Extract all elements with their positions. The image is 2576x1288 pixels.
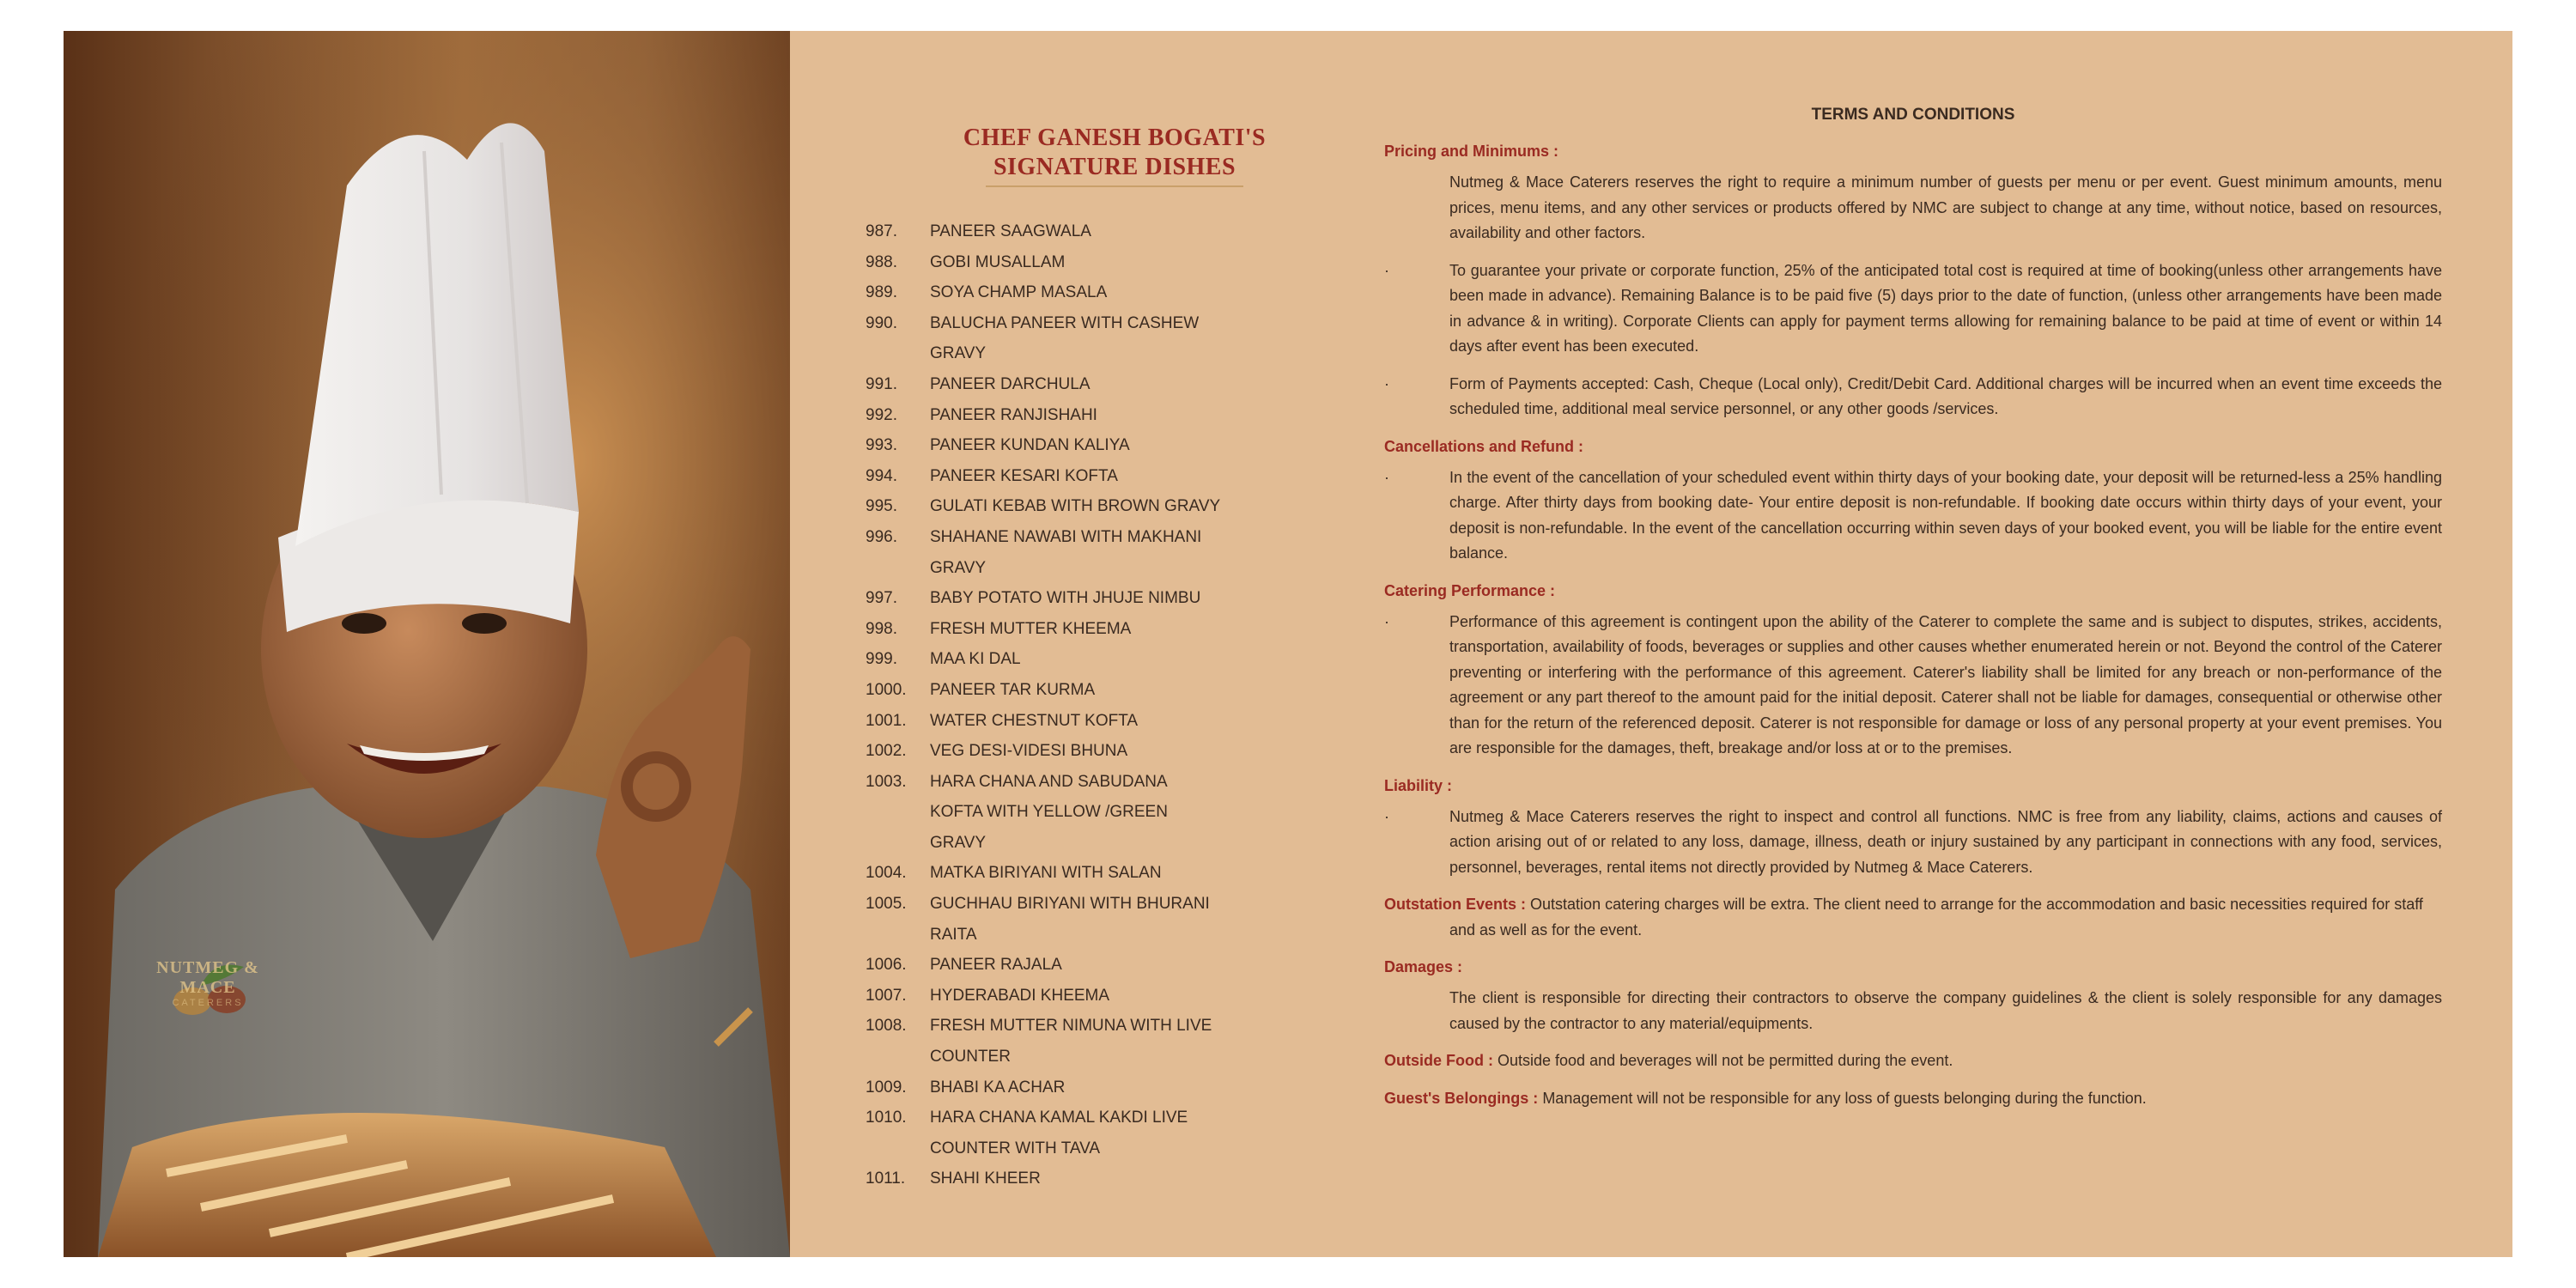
liability-heading: Liability :	[1384, 776, 1453, 794]
dish-name: MAA KI DAL	[930, 650, 1021, 669]
dish-item	[866, 308, 1415, 369]
dish-number: 987.	[866, 222, 897, 240]
outside-food-text: Outside food and beverages will not be permitted during the event.	[1498, 1052, 1953, 1069]
dish-number: 990.	[866, 313, 897, 332]
dish-name: BHABI KA ACHAR	[930, 1078, 1066, 1097]
dish-item	[866, 430, 1415, 461]
dish-number: 1007.	[866, 986, 907, 1005]
dish-number: 991.	[866, 374, 897, 393]
dish-number: 1002.	[866, 742, 907, 761]
dish-item	[866, 522, 1415, 583]
belongings-section	[1384, 1086, 2442, 1112]
dish-name: PANEER KUNDAN KALIYA	[930, 436, 1130, 455]
dish-name: FRESH MUTTER NIMUNA WITH LIVE COUNTER	[930, 1017, 1212, 1066]
pricing-text-1: Nutmeg & Mace Caterers reserves the right to require a minimum number of guests per menu or per event. Guest minimum amounts, menu prices, menu items, and any other services or products offered by NMC are subject to change at any time, without notice, based on resources, availability and other factors.	[1449, 173, 2442, 241]
dish-number: 1000.	[866, 680, 907, 699]
dish-item	[866, 369, 1415, 400]
belongings-heading: Guest's Belongings :	[1384, 1089, 1539, 1107]
bullet-mark: ·	[1384, 374, 1389, 392]
pricing-paragraph-2	[1384, 258, 2442, 360]
damages-text: The client is responsible for directing their contractors to observe the company guidelines & the client is solely responsible for any damages caused by the contractor to any material/equipments.	[1449, 989, 2442, 1032]
dish-item	[866, 614, 1415, 645]
cancellation-heading: Cancellations and Refund :	[1384, 437, 1584, 455]
bullet-mark: ·	[1384, 807, 1389, 825]
dish-number: 1006.	[866, 956, 907, 975]
bullet-mark: ·	[1384, 612, 1389, 630]
dish-number: 993.	[866, 436, 897, 455]
performance-paragraph	[1384, 610, 2442, 762]
dish-item	[866, 1103, 1415, 1163]
dish-number: 1003.	[866, 772, 907, 791]
dish-name: HYDERABADI KHEEMA	[930, 986, 1110, 1005]
dish-item	[866, 950, 1415, 981]
dish-item	[866, 247, 1415, 278]
brochure-spread	[64, 31, 2512, 1257]
dish-item	[866, 1011, 1415, 1072]
outstation-section	[1384, 892, 2442, 943]
dish-name: BABY POTATO WITH JHUJE NIMBU	[930, 589, 1201, 608]
dish-name: PANEER DARCHULA	[930, 374, 1091, 393]
dish-name: MATKA BIRIYANI WITH SALAN	[930, 864, 1162, 883]
dish-item	[866, 858, 1415, 889]
liability-text: Nutmeg & Mace Caterers reserves the right to inspect and control all functions. NMC is free from any liability, claims, actions and causes of action arising out of or related to any loss, damage, illness, death or injury sustained by any participant in connections with any food, services, personnel, beverages, rental items not directly provided by Nutmeg & Mace Caterers.	[1449, 807, 2442, 876]
pricing-text-2: To guarantee your private or corporate function, 25% of the anticipated total cost is required at time of booking(unless other arrangements have been made in advance). Remaining Balance is to be paid five (5) days prior to the date of function, (unless other arrangements have been made in advance & in writing). Corporate Clients can apply for payment terms allowing for remaining balance to be paid at time of event or within 14 days after event has been executed.	[1449, 261, 2442, 355]
dish-list	[866, 216, 1415, 1194]
dish-item	[866, 1072, 1415, 1103]
dish-name: HARA CHANA AND SABUDANA KOFTA WITH YELLOW /GREEN GRAVY	[930, 772, 1168, 852]
dish-number: 992.	[866, 405, 897, 424]
dish-item	[866, 889, 1415, 950]
signature-dishes	[866, 124, 1415, 1194]
pricing-heading: Pricing and Minimums :	[1384, 143, 1559, 160]
outside-food-section	[1384, 1048, 2442, 1074]
caterer-logo	[131, 958, 285, 1008]
belongings-text: Management will not be responsible for any loss of guests belonging during the function.	[1542, 1089, 2147, 1107]
dish-name: PANEER KESARI KOFTA	[930, 466, 1118, 485]
terms-and-conditions	[1384, 103, 2442, 1123]
pricing-paragraph-3	[1384, 372, 2442, 422]
terms-title: TERMS AND CONDITIONS	[1811, 106, 2015, 124]
damages-heading: Damages :	[1384, 958, 1463, 975]
dish-number: 1001.	[866, 711, 907, 730]
dish-item	[866, 583, 1415, 614]
damages-paragraph	[1384, 986, 2442, 1036]
dish-number: 989.	[866, 283, 897, 302]
dish-number: 1008.	[866, 1017, 907, 1036]
dish-number: 994.	[866, 466, 897, 485]
dish-number: 1011.	[866, 1170, 906, 1188]
dish-item	[866, 675, 1415, 706]
dish-name: PANEER SAAGWALA	[930, 222, 1091, 240]
dish-item	[866, 461, 1415, 492]
title-underline	[986, 185, 1243, 187]
dish-number: 988.	[866, 252, 897, 271]
dish-name: FRESH MUTTER KHEEMA	[930, 619, 1132, 638]
dish-name: PANEER TAR KURMA	[930, 680, 1096, 699]
dish-number: 999.	[866, 650, 897, 669]
dish-number: 995.	[866, 497, 897, 516]
outstation-text: Outstation catering charges will be extra. The client need to arrange for the accommodation and basic necessities required for staff and as well as for the event.	[1449, 896, 2423, 939]
cancellation-paragraph	[1384, 465, 2442, 567]
bullet-mark: ·	[1384, 468, 1389, 486]
dish-item	[866, 736, 1415, 767]
dish-number: 1004.	[866, 864, 907, 883]
dish-item	[866, 216, 1415, 247]
dish-name: HARA CHANA KAMAL KAKDI LIVE COUNTER WITH TAVA	[930, 1109, 1188, 1157]
logo-subtext: CATERERS	[172, 998, 244, 1008]
dish-name: SOYA CHAMP MASALA	[930, 283, 1108, 302]
dish-item	[866, 981, 1415, 1012]
dish-name: WATER CHESTNUT KOFTA	[930, 711, 1139, 730]
dish-name: GULATI KEBAB WITH BROWN GRAVY	[930, 497, 1221, 516]
dish-item	[866, 277, 1415, 308]
bullet-mark: ·	[1384, 261, 1389, 279]
dishes-title: CHEF GANESH BOGATI'S SIGNATURE DISHES	[963, 125, 1267, 180]
logo-text: NUTMEG & MACE	[156, 958, 259, 997]
chef-illustration	[64, 31, 790, 1257]
dish-name: GUCHHAU BIRIYANI WITH BHURANI RAITA	[930, 895, 1210, 944]
dish-name: PANEER RAJALA	[930, 956, 1062, 975]
performance-heading: Catering Performance :	[1384, 581, 1556, 599]
dish-number: 996.	[866, 527, 897, 546]
performance-text: Performance of this agreement is contingent upon the ability of the Caterer to complete the same and is subject to disputes, strikes, accidents, transportation, availability of foods, beverages or supplies and other causes whether enumerated herein or not. Beyond the control of the Caterer preventing or interfering with the performance of this agreement. Caterer's liability shall be limited for any breach or non-performance of the agreement or any part thereof to the amount paid for the initial deposit. Caterer shall not be liable for damages, consequential or otherwise other than for the return of the referenced deposit. Caterer is not responsible for damage or loss of any personal property at your event premises. You are responsible for the damages, theft, breakage and/or loss at or to the premises.	[1449, 612, 2442, 756]
dish-item	[866, 706, 1415, 737]
dish-item	[866, 491, 1415, 522]
dish-number: 998.	[866, 619, 897, 638]
dish-name: VEG DESI-VIDESI BHUNA	[930, 742, 1128, 761]
dish-name: PANEER RANJISHAHI	[930, 405, 1097, 424]
dish-item	[866, 400, 1415, 431]
dish-item	[866, 1163, 1415, 1194]
dish-number: 1005.	[866, 895, 907, 914]
cancellation-text: In the event of the cancellation of your scheduled event within thirty days of your booking date, your deposit will be returned-less a 25% handling charge. After thirty days from booking date- Your entire deposit is non-refundable. If booking date occurs within thirty days of your event, your deposit is non-refundable. In the event of the cancellation occurring within seven days of your booked event, you will be liable for the entire event balance.	[1449, 468, 2442, 562]
dish-item	[866, 644, 1415, 675]
dish-name: SHAHI KHEER	[930, 1170, 1041, 1188]
outside-food-heading: Outside Food :	[1384, 1052, 1493, 1069]
dish-item	[866, 767, 1415, 859]
dish-name: BALUCHA PANEER WITH CASHEW GRAVY	[930, 313, 1200, 363]
pricing-text-3: Form of Payments accepted: Cash, Cheque (Local only), Credit/Debit Card. Additional charges will be incurred when an event time exceeds the scheduled time, additional meal service personnel, or any other goods /services.	[1449, 374, 2442, 417]
chef-photo	[64, 31, 790, 1257]
outstation-heading: Outstation Events :	[1384, 896, 1527, 913]
liability-paragraph	[1384, 805, 2442, 881]
dish-number: 997.	[866, 589, 897, 608]
dish-number: 1010.	[866, 1109, 907, 1127]
dish-name: GOBI MUSALLAM	[930, 252, 1066, 271]
pricing-paragraph-1	[1384, 170, 2442, 246]
dish-number: 1009.	[866, 1078, 907, 1097]
dish-name: SHAHANE NAWABI WITH MAKHANI GRAVY	[930, 527, 1202, 577]
